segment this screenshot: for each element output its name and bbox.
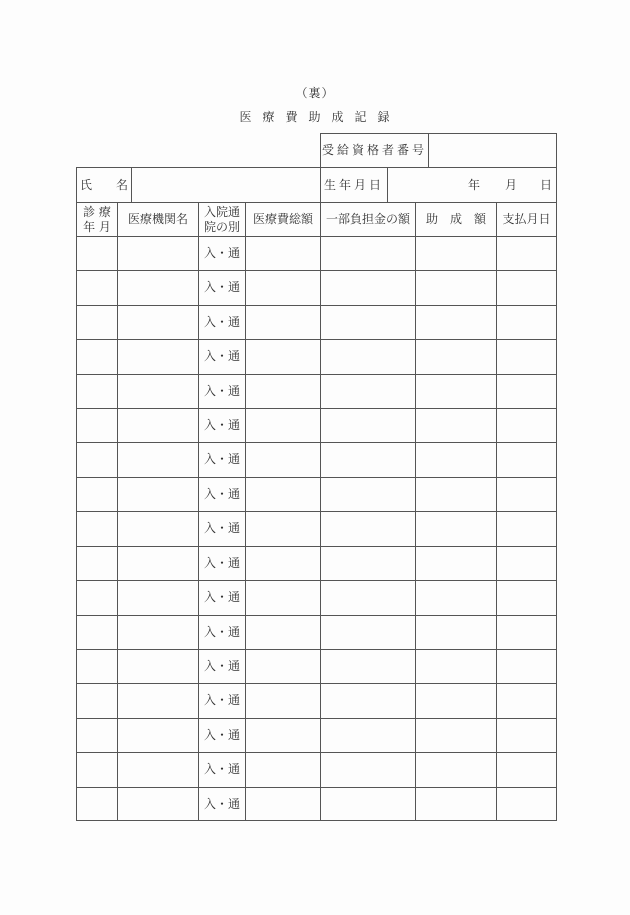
subsidy-cell[interactable]: [416, 478, 496, 511]
subsidy-cell[interactable]: [416, 375, 496, 408]
institution-cell[interactable]: [118, 409, 198, 442]
subsidy-cell[interactable]: [416, 684, 496, 717]
column-header-label: 院の別: [203, 219, 240, 234]
paydate-cell[interactable]: [497, 271, 556, 304]
institution-cell[interactable]: [118, 271, 198, 304]
column-header-total: [246, 203, 320, 236]
subsidy-cell[interactable]: [416, 271, 496, 304]
subsidy-cell[interactable]: [416, 512, 496, 545]
inpatient-outpatient-cell[interactable]: 入・通: [203, 590, 240, 604]
total-cell[interactable]: [246, 237, 320, 270]
paydate-cell[interactable]: [497, 719, 556, 752]
subsidy-cell[interactable]: [416, 616, 496, 649]
column-header-label: 年 月: [83, 219, 111, 234]
birthdate-month-label: 月: [505, 177, 518, 192]
paydate-cell[interactable]: [497, 547, 556, 580]
subsidy-cell[interactable]: [416, 581, 496, 614]
copay-cell[interactable]: [321, 512, 415, 545]
inpatient-outpatient-cell[interactable]: 入・通: [203, 521, 240, 535]
birthdate-label: 生年月日: [323, 177, 384, 192]
inpatient-outpatient-cell[interactable]: 入・通: [203, 556, 240, 570]
date-cell[interactable]: [77, 753, 117, 786]
institution-cell[interactable]: [118, 340, 198, 373]
date-cell[interactable]: [77, 581, 117, 614]
column-header-date: [77, 203, 117, 236]
column-header-label: 助 成 額: [425, 212, 486, 226]
total-cell[interactable]: [246, 650, 320, 683]
total-cell[interactable]: [246, 719, 320, 752]
total-cell[interactable]: [246, 443, 320, 476]
subsidy-cell[interactable]: [416, 306, 496, 339]
total-cell[interactable]: [246, 581, 320, 614]
total-cell[interactable]: [246, 684, 320, 717]
subsidy-cell[interactable]: [416, 409, 496, 442]
institution-cell[interactable]: [118, 616, 198, 649]
copay-cell[interactable]: [321, 271, 415, 304]
date-cell[interactable]: [77, 306, 117, 339]
institution-cell[interactable]: [118, 512, 198, 545]
copay-cell[interactable]: [321, 375, 415, 408]
copay-cell[interactable]: [321, 684, 415, 717]
date-cell[interactable]: [77, 340, 117, 373]
institution-cell[interactable]: [118, 788, 198, 821]
page-side-label: （裏）: [295, 86, 335, 100]
total-cell[interactable]: [246, 306, 320, 339]
date-cell[interactable]: [77, 237, 117, 270]
paydate-cell[interactable]: [497, 375, 556, 408]
inpatient-outpatient-cell[interactable]: 入・通: [203, 487, 240, 501]
birthdate-day-label: 日: [540, 177, 553, 192]
copay-cell[interactable]: [321, 409, 415, 442]
inpatient-outpatient-cell[interactable]: 入・通: [203, 659, 240, 673]
inpatient-outpatient-cell[interactable]: 入・通: [203, 418, 240, 432]
total-cell[interactable]: [246, 340, 320, 373]
paydate-cell[interactable]: [497, 581, 556, 614]
inpatient-outpatient-cell[interactable]: 入・通: [203, 762, 240, 776]
recipient-number-label: 受給資格者番号: [321, 143, 427, 157]
column-header-label: 診 療: [83, 204, 111, 219]
date-cell[interactable]: [77, 443, 117, 476]
total-cell[interactable]: [246, 478, 320, 511]
date-cell[interactable]: [77, 719, 117, 752]
total-cell[interactable]: [246, 271, 320, 304]
date-cell[interactable]: [77, 375, 117, 408]
date-cell[interactable]: [77, 409, 117, 442]
name-label: 氏 名: [79, 177, 128, 192]
total-cell[interactable]: [246, 547, 320, 580]
date-cell[interactable]: [77, 788, 117, 821]
page-title: 医療費助成記録: [239, 110, 401, 124]
column-header-copay: [321, 203, 415, 236]
column-header-institution: [118, 203, 198, 236]
column-header-label: 入院通: [203, 204, 240, 219]
column-header-label: 医療機関名: [127, 212, 188, 226]
copay-cell[interactable]: [321, 616, 415, 649]
paydate-cell[interactable]: [497, 753, 556, 786]
inpatient-outpatient-cell[interactable]: 入・通: [203, 452, 240, 466]
copay-cell[interactable]: [321, 306, 415, 339]
birthdate-field[interactable]: [388, 168, 556, 202]
column-header-type: [199, 203, 245, 236]
copay-cell[interactable]: [321, 340, 415, 373]
copay-cell[interactable]: [321, 581, 415, 614]
paydate-cell[interactable]: [497, 306, 556, 339]
institution-cell[interactable]: [118, 375, 198, 408]
date-cell[interactable]: [77, 650, 117, 683]
column-header-paydate: [497, 203, 556, 236]
date-cell[interactable]: [77, 616, 117, 649]
paydate-cell[interactable]: [497, 340, 556, 373]
date-cell[interactable]: [77, 271, 117, 304]
date-cell[interactable]: [77, 512, 117, 545]
inpatient-outpatient-cell[interactable]: 入・通: [203, 693, 240, 707]
inpatient-outpatient-cell[interactable]: 入・通: [203, 315, 240, 329]
inpatient-outpatient-cell[interactable]: 入・通: [203, 384, 240, 398]
subsidy-cell[interactable]: [416, 443, 496, 476]
copay-cell[interactable]: [321, 237, 415, 270]
inpatient-outpatient-cell[interactable]: 入・通: [203, 728, 240, 742]
institution-cell[interactable]: [118, 306, 198, 339]
institution-cell[interactable]: [118, 753, 198, 786]
copay-cell[interactable]: [321, 719, 415, 752]
inpatient-outpatient-cell[interactable]: 入・通: [203, 625, 240, 639]
copay-cell[interactable]: [321, 443, 415, 476]
total-cell[interactable]: [246, 616, 320, 649]
institution-cell[interactable]: [118, 650, 198, 683]
total-cell[interactable]: [246, 753, 320, 786]
institution-cell[interactable]: [118, 684, 198, 717]
institution-cell[interactable]: [118, 443, 198, 476]
inpatient-outpatient-cell[interactable]: 入・通: [203, 280, 240, 294]
paydate-cell[interactable]: [497, 650, 556, 683]
paydate-cell[interactable]: [497, 409, 556, 442]
subsidy-cell[interactable]: [416, 650, 496, 683]
copay-cell[interactable]: [321, 753, 415, 786]
total-cell[interactable]: [246, 375, 320, 408]
name-field[interactable]: [132, 168, 320, 202]
subsidy-cell[interactable]: [416, 340, 496, 373]
paydate-cell[interactable]: [497, 616, 556, 649]
divider: [76, 820, 557, 821]
total-cell[interactable]: [246, 512, 320, 545]
subsidy-cell[interactable]: [416, 753, 496, 786]
inpatient-outpatient-cell[interactable]: 入・通: [203, 349, 240, 363]
date-cell[interactable]: [77, 547, 117, 580]
subsidy-cell[interactable]: [416, 547, 496, 580]
paydate-cell[interactable]: [497, 684, 556, 717]
institution-cell[interactable]: [118, 478, 198, 511]
paydate-cell[interactable]: [497, 478, 556, 511]
column-header-label: 支払月日: [502, 212, 551, 226]
paydate-cell[interactable]: [497, 788, 556, 821]
institution-cell[interactable]: [118, 719, 198, 752]
paydate-cell[interactable]: [497, 512, 556, 545]
copay-cell[interactable]: [321, 478, 415, 511]
subsidy-cell[interactable]: [416, 788, 496, 821]
copay-cell[interactable]: [321, 788, 415, 821]
column-header-subsidy: [416, 203, 496, 236]
column-header-label: 一部負担金の額: [325, 212, 410, 226]
total-cell[interactable]: [246, 409, 320, 442]
birthdate-year-label: 年: [468, 177, 481, 192]
institution-cell[interactable]: [118, 581, 198, 614]
paydate-cell[interactable]: [497, 443, 556, 476]
institution-cell[interactable]: [118, 547, 198, 580]
paydate-cell[interactable]: [497, 237, 556, 270]
copay-cell[interactable]: [321, 547, 415, 580]
subsidy-cell[interactable]: [416, 237, 496, 270]
total-cell[interactable]: [246, 788, 320, 821]
inpatient-outpatient-cell[interactable]: 入・通: [203, 797, 240, 811]
inpatient-outpatient-cell[interactable]: 入・通: [203, 246, 240, 260]
recipient-number-field[interactable]: [429, 134, 556, 167]
column-header-label: 医療費総額: [252, 212, 313, 226]
date-cell[interactable]: [77, 478, 117, 511]
copay-cell[interactable]: [321, 650, 415, 683]
date-cell[interactable]: [77, 684, 117, 717]
institution-cell[interactable]: [118, 237, 198, 270]
subsidy-cell[interactable]: [416, 719, 496, 752]
